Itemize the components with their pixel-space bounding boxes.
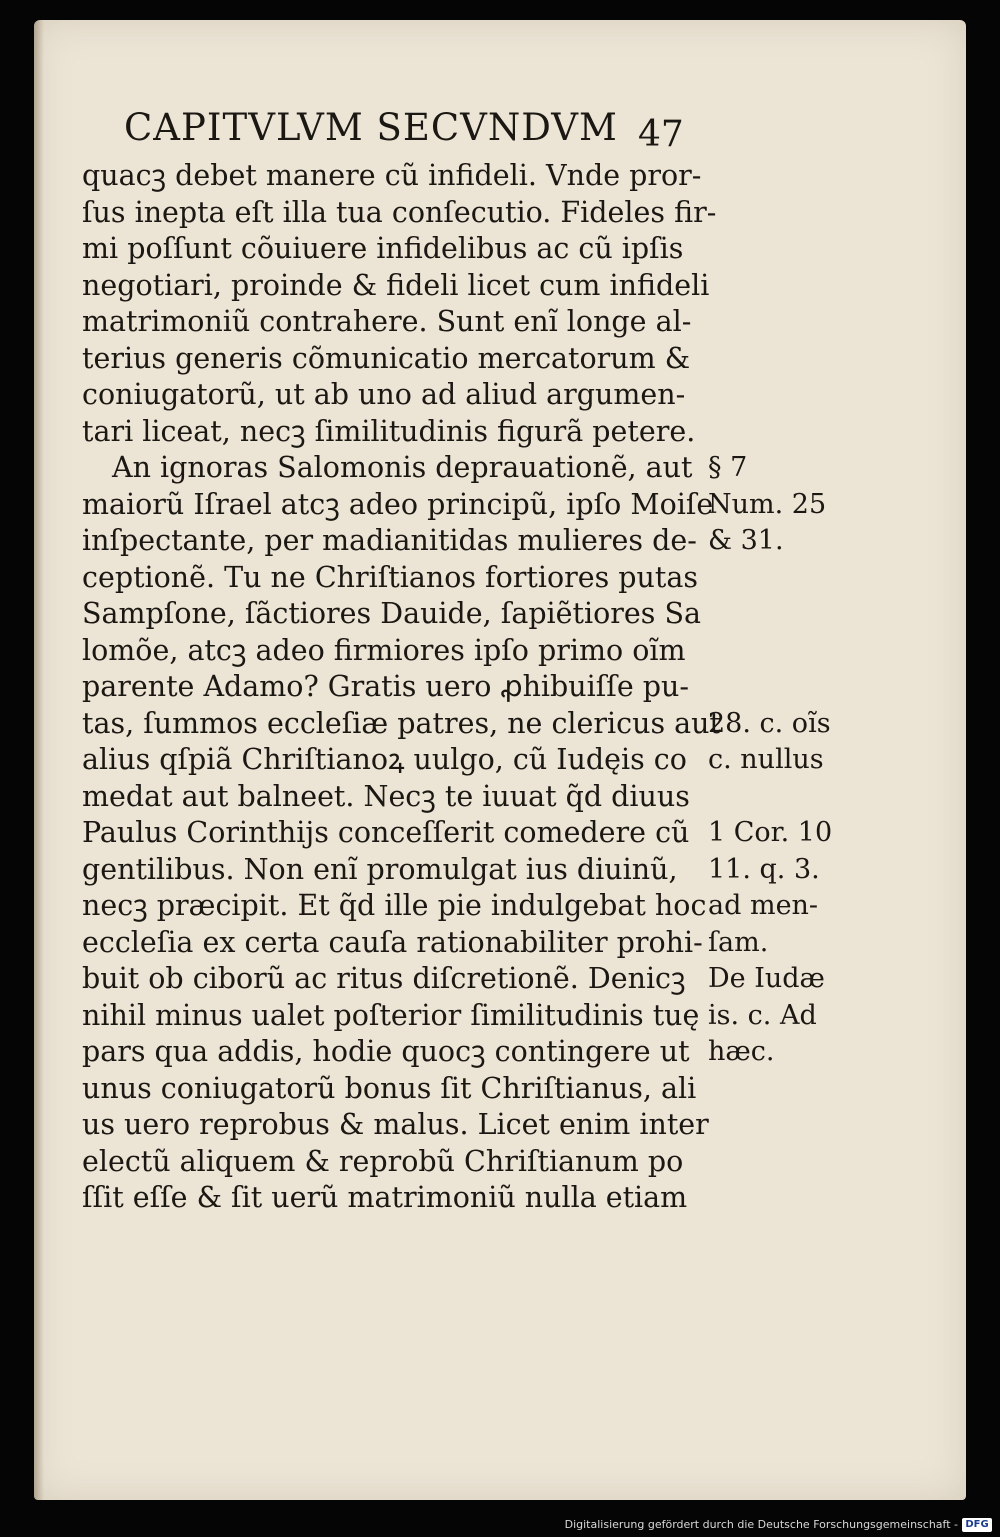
footer-bar: [0, 1500, 1000, 1537]
text-line: electũ aliquem & reprobũ Chriſtianum po: [82, 1144, 684, 1178]
text-line: tas, ſummos eccleſiæ patres, ne clericus aut: [82, 706, 721, 740]
margin-note: De Iudæ: [708, 963, 825, 994]
dfg-logo-icon: DFG: [962, 1518, 992, 1532]
text-line: negotiari, proinde & fideli licet cum infideli: [82, 268, 710, 302]
margin-note: 28. c. oĩs: [708, 707, 831, 739]
text-line: matrimoniũ contrahere. Sunt enĩ longe al-: [82, 305, 692, 338]
folio-number: 47: [638, 114, 684, 155]
margin-note: c. nullus: [708, 744, 824, 775]
text-line: coniugatorũ, ut ab uno ad aliud argumen-: [82, 378, 686, 411]
margin-note: § 7: [708, 452, 748, 483]
margin-note: Num. 25: [708, 488, 827, 520]
margin-note: is. c. Ad: [708, 999, 817, 1031]
body-text: [82, 158, 722, 1217]
text-line: buit ob ciborũ ac ritus diſcretionẽ. Denicꝫ: [82, 962, 686, 995]
text-line: lomõe, atcꝫ adeo firmiores ipſo primo oĩm: [82, 633, 686, 667]
text-line: mi poſſunt cõuiuere infidelibus ac cũ ipſis: [82, 232, 684, 265]
text-line: alius qſpiã Chriſtianoꝝ uulgo, cũ Iudęis co: [82, 743, 687, 776]
text-line: ſſit eſſe & ſit uerũ matrimoniũ nulla etiam: [82, 1181, 688, 1214]
text-line: pars qua addis, hodie quocꝫ contingere ut: [82, 1035, 690, 1068]
text-line: unus coniugatorũ bonus ſit Chriſtianus, ali: [82, 1071, 697, 1105]
margin-note: ſam.: [708, 926, 769, 958]
text-line: quacꝫ debet manere cũ infideli. Vnde pror-: [82, 159, 702, 192]
chapter-title: CAPITVLVM SECVNDVM: [124, 106, 618, 149]
text-line: inſpectante, per madianitidas mulieres de-: [82, 524, 697, 557]
margin-note: 1 Cor. 10: [708, 817, 833, 848]
text-line: gentilibus. Non enĩ promulgat ius diuinũ,: [82, 852, 678, 886]
text-line: terius generis cõmunicatio mercatorum &: [82, 341, 691, 375]
text-line: maiorũ Iſrael atcꝫ adeo principũ, ipſo Moiſe: [82, 487, 714, 521]
margin-note: hæc.: [708, 1036, 775, 1067]
text-line: ſus inepta eſt illa tua conſecutio. Fideles fir-: [82, 195, 717, 229]
text-line: necꝫ præcipit. Et q̃d ille pie indulgebat hoc: [82, 889, 707, 922]
text-line: us uero reprobus & malus. Licet enim inter: [82, 1108, 709, 1141]
text-line: parente Adamo? Gratis uero ꝓhibuiſſe pu-: [82, 670, 690, 703]
text-line: eccleſia ex certa cauſa rationabiliter prohi-: [82, 925, 703, 959]
text-line: Sampſone, ſãctiores Dauide, ſapiẽtiores Sa: [82, 597, 701, 630]
text-line: Paulus Corinthijs conceſſerit comedere cũ: [82, 816, 690, 849]
text-line: ceptionẽ. Tu ne Chriſtianos fortiores putas: [82, 560, 698, 594]
text-line: nihil minus ualet poſterior ſimilitudinis tuę: [82, 998, 700, 1032]
funding-credit: Digitalisierung gefördert durch die Deutsche Forschungsgemeinschaft -: [564, 1518, 958, 1531]
margin-note: 11. q. 3.: [708, 853, 820, 885]
running-header: [124, 106, 724, 156]
margin-note: ad men-: [708, 890, 819, 921]
margin-note: & 31.: [708, 525, 784, 556]
text-line: An ignoras Salomonis deprauationẽ, aut: [112, 451, 693, 484]
text-line: medat aut balneet. Necꝫ te iuuat q̃d diuus: [82, 779, 690, 813]
text-line: tari liceat, necꝫ ſimilitudinis figurã petere.: [82, 414, 696, 448]
